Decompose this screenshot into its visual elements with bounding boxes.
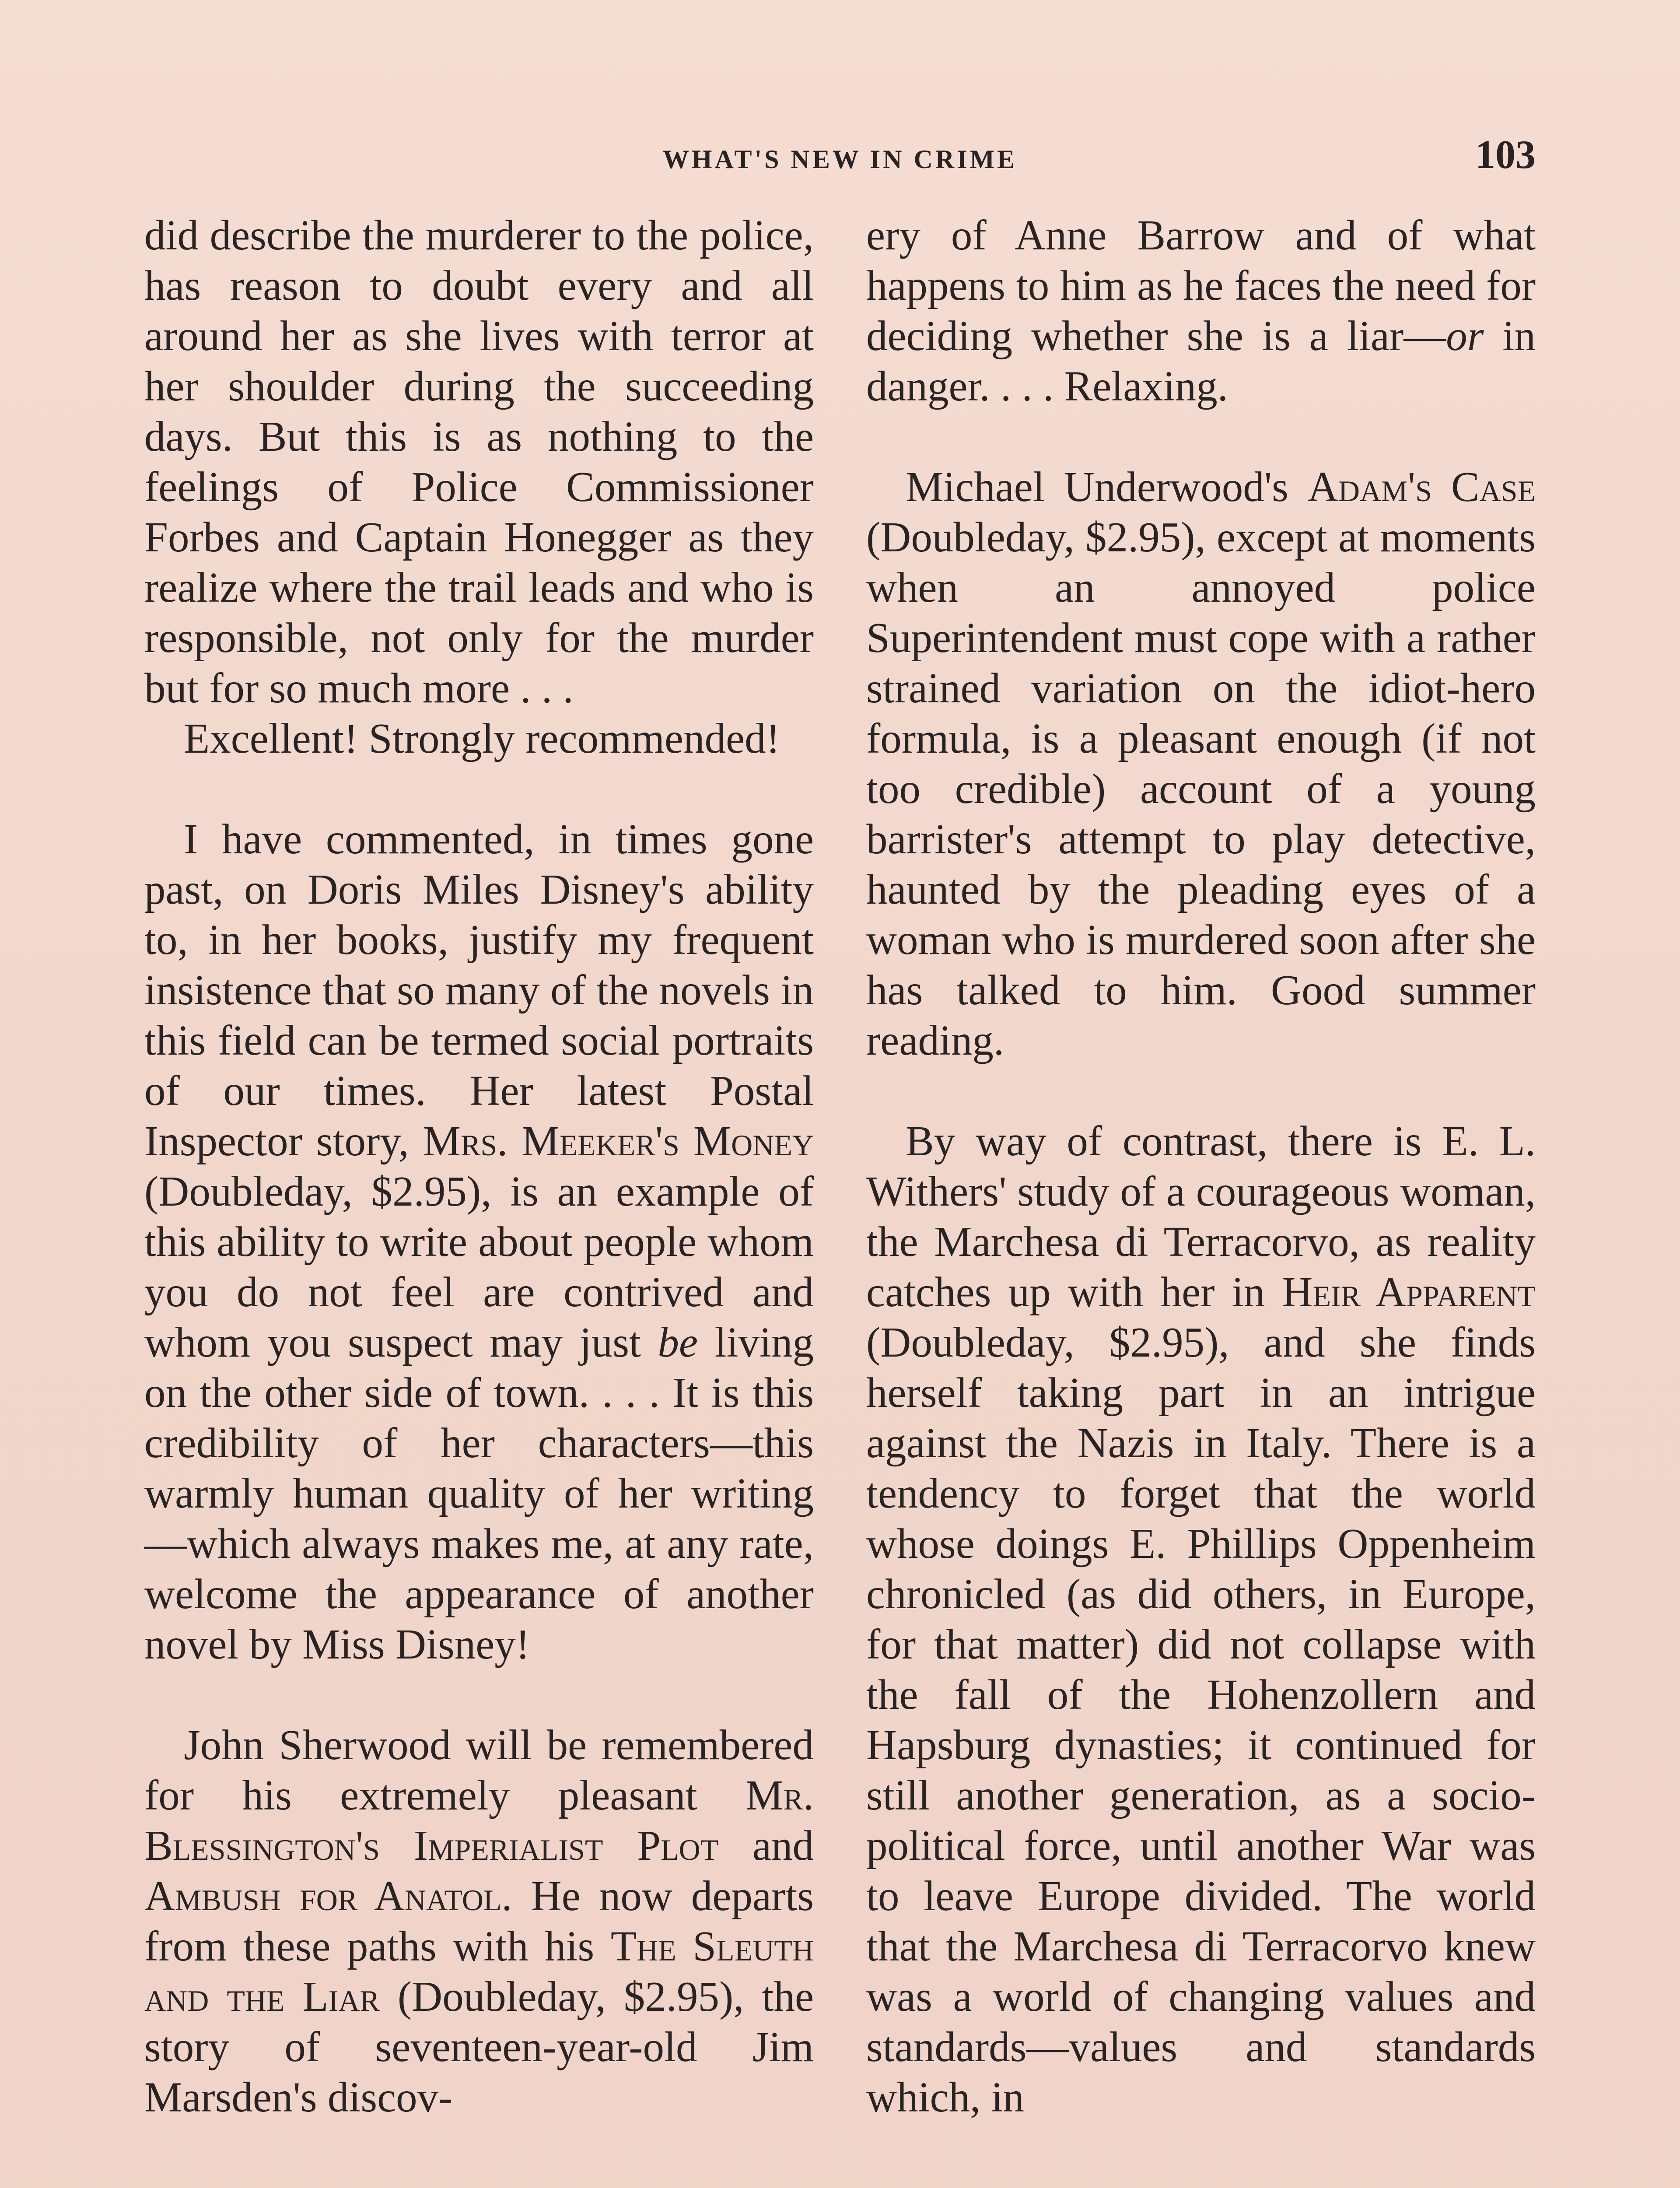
paragraph-disney-review: I have commented, in times gone past, on Doris Miles Disney's ability to, in her books, justify my frequent insistence that so many of the novels in this field can be termed social portraits of our times. Her latest Postal Inspector story, Mrs. Meeker's Money (Doubleday, $2.95), is an example of this ability to write about people whom you do not feel are contrived and whom you suspect may just be living on the other side of town. . . . It is this credibility of her characters—this warmly human quality of her writing—which always makes me, at any rate, welcome the appearance of another novel by Miss Disney! bbox=[144, 816, 814, 1668]
right-column bbox=[866, 210, 1536, 2122]
paragraph-continuation: did describe the murderer to the police, has reason to doubt every and all around her as she lives with terror at her shoulder during the succeeding days. But this is as nothing to the feelings of Police Commissioner Forbes and Captain Honegger as they realize where the trail leads and who is responsible, not only for the murder but for so much more . . . bbox=[144, 212, 814, 712]
book-title: Adam's Case bbox=[1307, 463, 1536, 510]
running-head: WHAT'S NEW IN CRIME bbox=[662, 145, 1018, 174]
book-title: The Sleuth and the Liar bbox=[144, 1923, 814, 2020]
left-column bbox=[144, 210, 814, 2122]
book-title: Ambush for Anatol bbox=[144, 1872, 502, 1919]
page-number: 103 bbox=[1475, 132, 1536, 177]
page-header bbox=[144, 131, 1536, 179]
paragraph-recommendation: Excellent! Strongly recommended! bbox=[184, 715, 780, 762]
book-title: Mrs. Meeker's Money bbox=[423, 1118, 814, 1164]
paragraph-sherwood-continuation: ery of Anne Barrow and of what happens to him as he faces the need for deciding whether she is a liar—or in danger. . . . Relaxing. bbox=[866, 212, 1536, 410]
paragraph-withers-review: By way of contrast, there is E. L. Withers' study of a courageous woman, the Marchesa di Terracorvo, as reality catches up with her in Heir Apparent (Doubleday, $2.95), and she finds herself taking part in an intrigue against the Nazis in Italy. There is a tendency to forget that the world whose doings E. Phillips Oppenheim chronicled (as did others, in Europe, for that matter) did not collapse with the fall of the Hohenzollern and Hapsburg dynasties; it continued for still another generation, as a socio-political force, until another War was to leave Europe divided. The world that the Marchesa di Terracorvo knew was a world of changing values and standards—values and standards which, in bbox=[866, 1118, 1536, 2121]
book-title: Mr. Blessington's Imperialist Plot bbox=[144, 1772, 814, 1869]
paragraph-underwood-review: Michael Underwood's Adam's Case (Doubleday, $2.95), except at moments when an annoyed police Superintendent must cope with a rather strained variation on the idiot-hero formula, is a pleasant enough (if not too credible) account of a young barrister's attempt to play detective, haunted by the pleading eyes of a woman who is murdered soon after she has talked to him. Good summer reading. bbox=[866, 463, 1536, 1064]
paragraph-sherwood-review: John Sherwood will be remembered for his extremely pleasant Mr. Blessington's Imperialist Plot and Ambush for Anatol. He now departs from these paths with his The Sleuth and the Liar (Doubleday, $2.95), the story of seventeen-year-old Jim Marsden's discov- bbox=[144, 1722, 814, 2121]
book-title: Heir Apparent bbox=[1282, 1269, 1536, 1315]
